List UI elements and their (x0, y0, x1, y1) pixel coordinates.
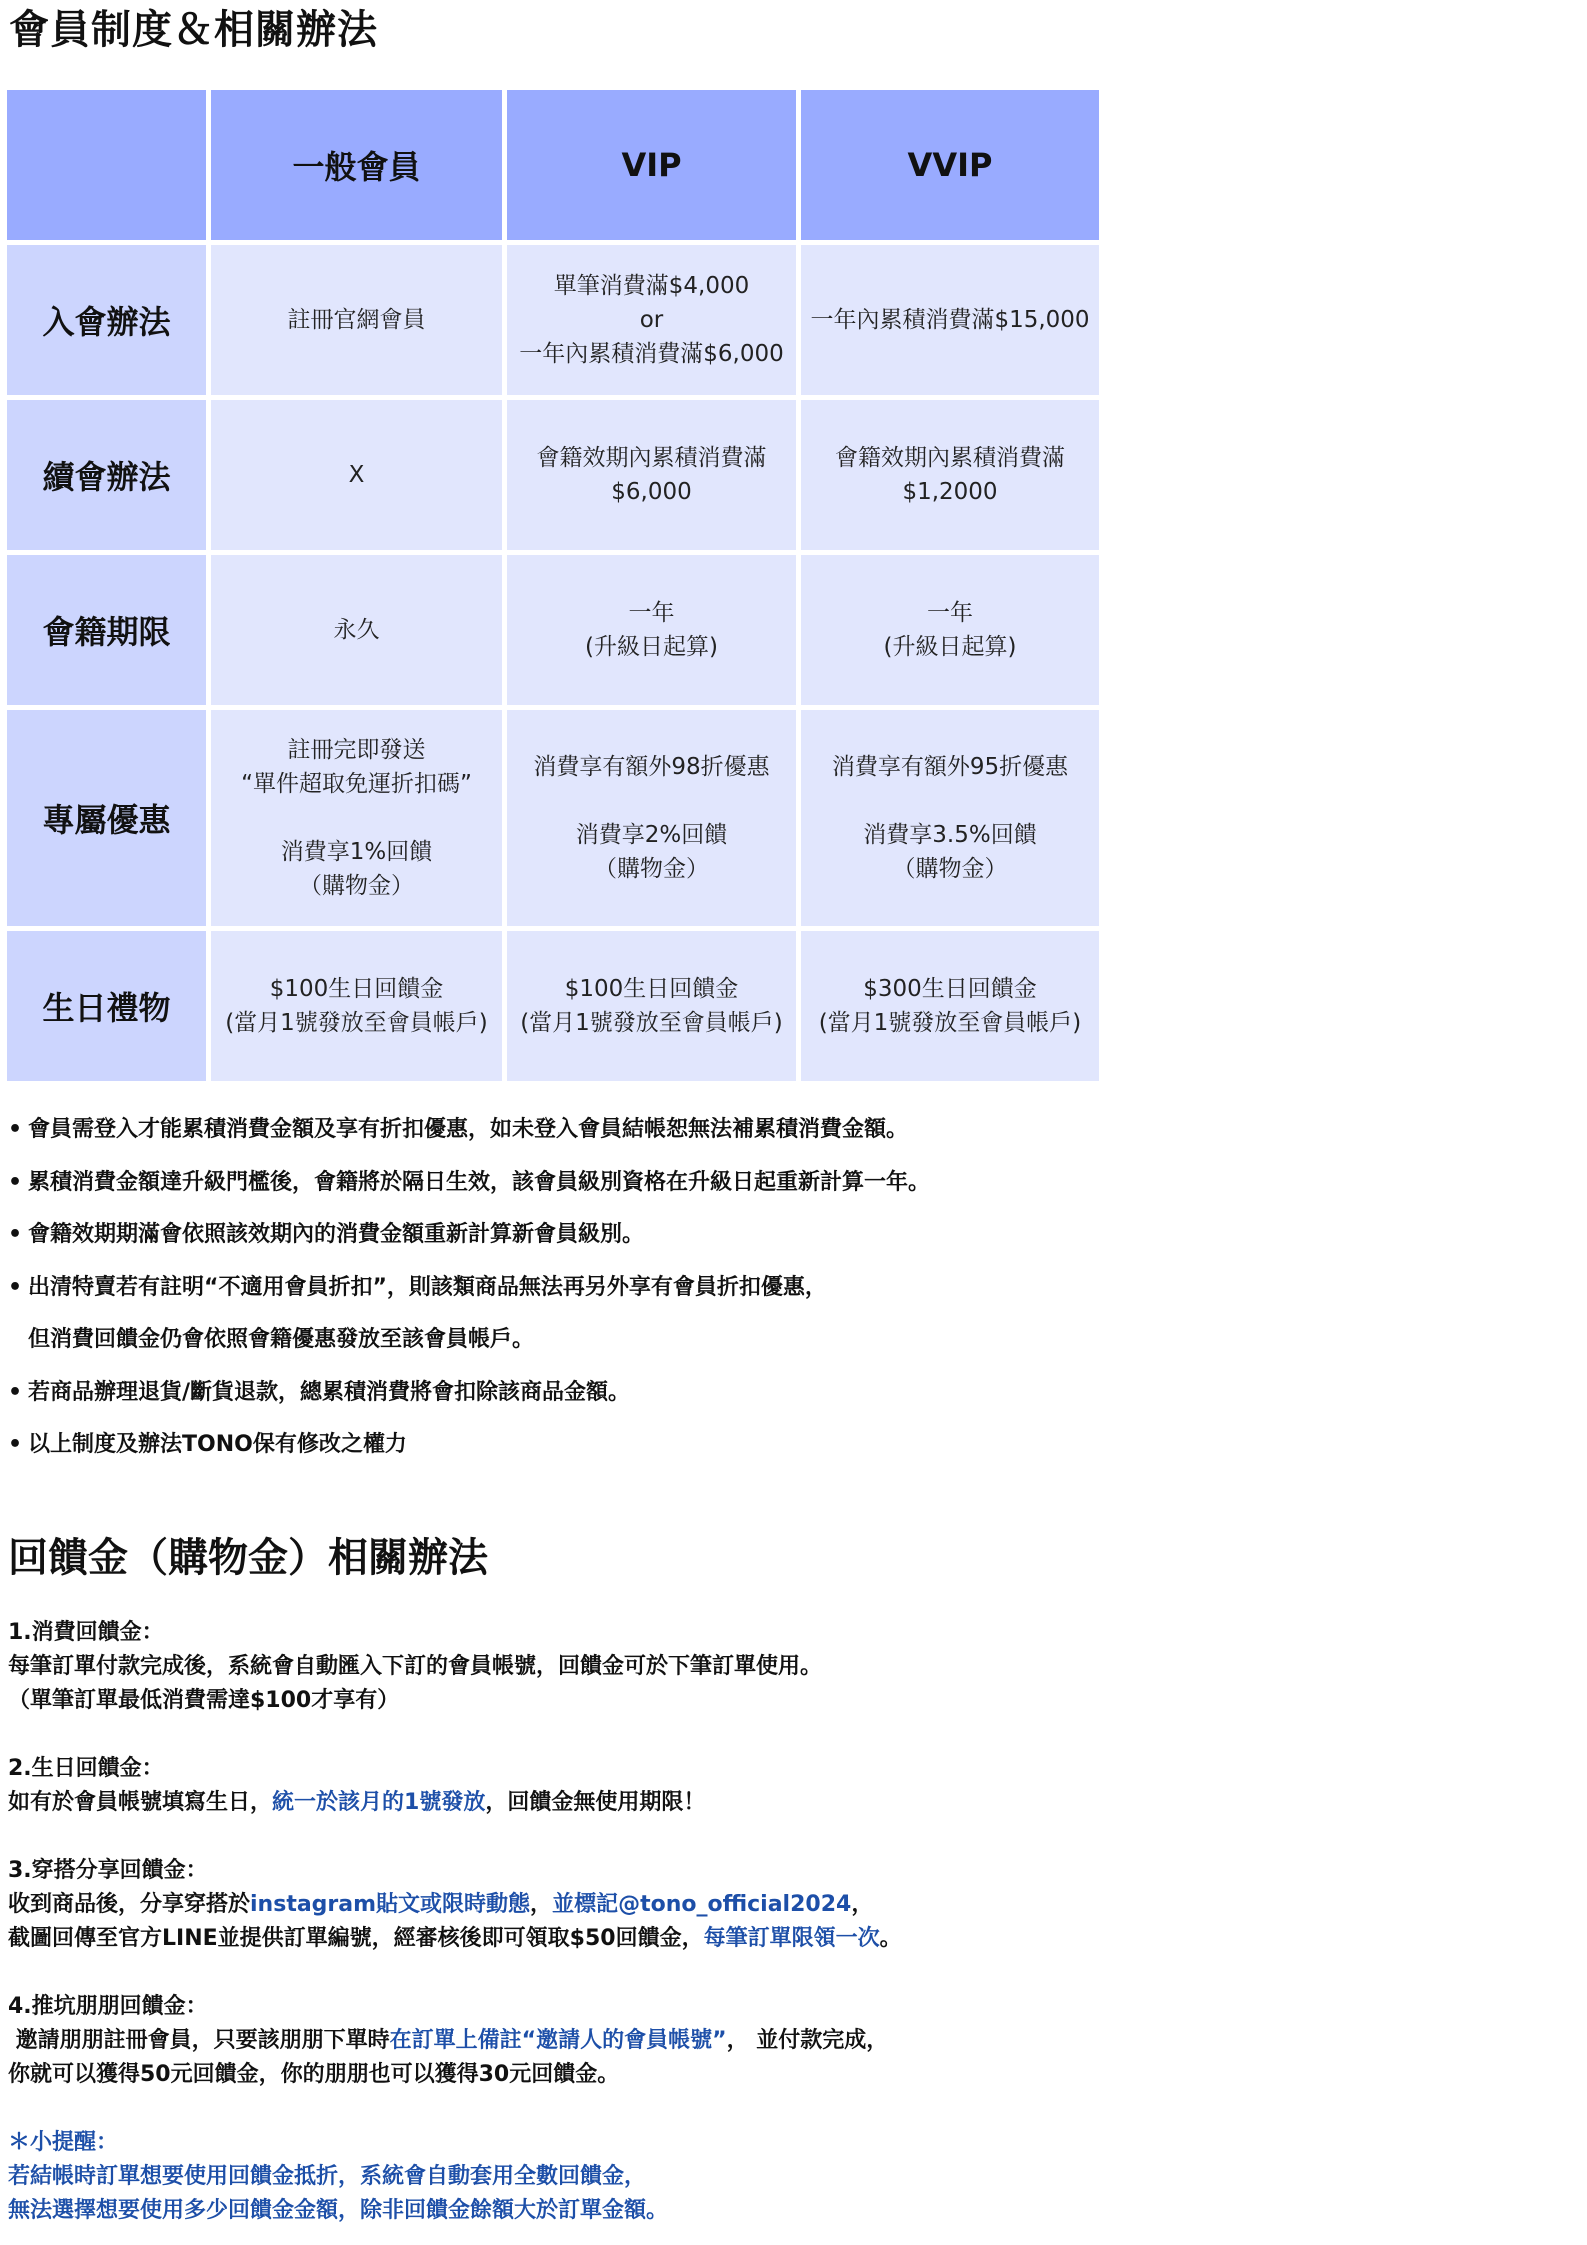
list-item (8, 1419, 1108, 1472)
cell-line: $6,000 (611, 479, 692, 505)
cell-line: (當月1號發放至會員帳戶) (225, 1010, 488, 1036)
cell-line: $1,2000 (902, 479, 998, 505)
cell-vip-birthday (507, 931, 796, 1081)
rule-outfit-share (8, 1854, 1308, 1956)
list-item (8, 1104, 1108, 1157)
membership-notes-list (8, 1104, 1108, 1472)
cell-line: (當月1號發放至會員帳戶) (818, 1010, 1082, 1036)
cell-general-join (211, 245, 502, 395)
cell-spacer (801, 784, 1099, 818)
cell-spacer (211, 801, 502, 835)
cell-vvip-birthday (801, 931, 1099, 1081)
header-corner-cell (7, 90, 206, 240)
bullet-icon: • (8, 1117, 23, 1142)
cell-line: （購物金） (892, 856, 1008, 882)
cell-line: （購物金） (594, 856, 709, 882)
cell-line: 會籍效期內累積消費滿 (536, 445, 767, 471)
cell-general-perks (211, 710, 502, 926)
row-label: 入會辦法 (7, 245, 206, 395)
text-segment: 邀請朋朋註冊會員，只要該朋朋下單時 (8, 2028, 390, 2053)
reminder-heading: ＊小提醒： (8, 2130, 119, 2155)
highlight-text: 統一於該月的1號發放 (272, 1790, 486, 1815)
cell-line: 消費享有額外98折優惠 (533, 754, 770, 780)
cell-line: “單件超取免運折扣碼” (241, 771, 472, 797)
list-item (8, 1157, 1108, 1210)
note-text: 出清特賣若有註明“不適用會員折扣”，則該類商品無法再另外享有會員折扣優惠， (28, 1274, 827, 1300)
note-text: 會員需登入才能累積消費金額及享有折扣優惠，如未登入會員結帳恕無法補累積消費金額。 (28, 1117, 909, 1142)
table-row-validity (7, 555, 1099, 705)
highlight-text: 並標記@tono_official2024 (552, 1892, 852, 1917)
highlight-text: 每筆訂單限領一次 (703, 1926, 880, 1951)
cell-line: 會籍效期內累積消費滿 (835, 445, 1065, 471)
row-label: 生日禮物 (7, 931, 206, 1081)
cell-line: 消費享有額外95折優惠 (831, 754, 1069, 780)
membership-tier-table (2, 85, 1104, 1086)
bullet-icon: • (8, 1379, 23, 1405)
text-segment: 。 (879, 1926, 902, 1951)
cell-vip-validity (507, 555, 796, 705)
note-text: 若商品辦理退貨/斷貨退款，總累積消費將會扣除該商品金額。 (28, 1379, 631, 1405)
list-item (8, 1367, 1108, 1420)
cell-line: (升級日起算) (585, 634, 718, 660)
list-item (8, 1262, 1108, 1315)
reminder-text: 若結帳時訂單想要使用回饋金抵折，系統會自動套用全數回饋金， (8, 2164, 647, 2189)
text-segment: 如有於會員帳號填寫生日， (8, 1790, 273, 1815)
list-item-continuation: 但消費回饋金仍會依照會籍優惠發放至該會員帳戶。 (28, 1327, 535, 1352)
text-segment: ， 並付款完成， (726, 2028, 889, 2053)
rule-birthday (8, 1752, 1308, 1820)
bullet-icon: • (8, 1169, 23, 1195)
cell-line: 單筆消費滿$4,000 (553, 273, 750, 299)
rule-text: （單筆訂單最低消費需達$100才享有） (8, 1688, 400, 1713)
cell-general-birthday (211, 931, 502, 1081)
page-title: 會員制度＆相關辦法 (9, 7, 378, 53)
note-text: 以上制度及辦法TONO保有修改之權力 (28, 1432, 407, 1457)
row-label: 續會辦法 (7, 400, 206, 550)
rule-text (8, 1786, 1308, 1820)
cell-line: X (348, 462, 365, 488)
text-segment: ，回饋金無使用期限！ (485, 1790, 706, 1815)
rewards-rules (8, 1616, 1308, 2228)
rule-consumption (8, 1616, 1308, 1718)
header-vvip: VVIP (801, 90, 1099, 240)
text-segment: 截圖回傳至官方LINE並提供訂單編號，經審核後即可領取$50回饋金， (8, 1926, 704, 1951)
cell-line: 一年內累積消費滿$15,000 (810, 307, 1090, 333)
bullet-icon: • (8, 1432, 23, 1457)
cell-vvip-renewal (801, 400, 1099, 550)
cell-line: 一年 (628, 600, 675, 626)
cell-line: （購物金） (299, 873, 414, 899)
cell-line: 註冊完即發送 (287, 737, 426, 763)
rule-heading: 2.生日回饋金： (8, 1756, 164, 1781)
rule-text (8, 2024, 1308, 2058)
cell-line: 永久 (333, 617, 380, 643)
cell-vvip-perks (801, 710, 1099, 926)
reminder-block (8, 2126, 1308, 2228)
cell-line: 消費享3.5%回饋 (863, 822, 1037, 848)
cell-line: 一年內累積消費滿$6,000 (519, 341, 784, 367)
text-segment: ， (851, 1892, 874, 1917)
cell-vvip-validity (801, 555, 1099, 705)
rule-heading: 1.消費回饋金： (8, 1620, 164, 1645)
cell-line: or (639, 307, 664, 333)
note-text: 會籍效期期滿會依照該效期內的消費金額重新計算新會員級別。 (28, 1222, 645, 1247)
text-segment: ， (530, 1892, 553, 1917)
cell-line: 消費享1%回饋 (280, 839, 433, 865)
bullet-icon: • (8, 1274, 23, 1300)
row-label: 會籍期限 (7, 555, 206, 705)
rule-text: 每筆訂單付款完成後，系統會自動匯入下訂的會員帳號，回饋金可於下筆訂單使用。 (8, 1654, 823, 1679)
table-row-perks (7, 710, 1099, 926)
cell-vip-perks (507, 710, 796, 926)
cell-line: (升級日起算) (883, 634, 1017, 660)
cell-vip-join (507, 245, 796, 395)
cell-general-validity (211, 555, 502, 705)
cell-spacer (507, 784, 796, 818)
note-text: 累積消費金額達升級門檻後，會籍將於隔日生效，該會員級別資格在升級日起重新計算一年。 (28, 1169, 931, 1195)
cell-line: (當月1號發放至會員帳戶) (520, 1010, 783, 1036)
bullet-icon: • (8, 1222, 23, 1247)
cell-line: 一年 (927, 600, 973, 626)
cell-vvip-join (801, 245, 1099, 395)
rule-referral (8, 1990, 1308, 2092)
cell-line: $300生日回饋金 (863, 976, 1037, 1002)
rule-heading: 3.穿搭分享回饋金： (8, 1858, 208, 1883)
highlight-text: 在訂單上備註“邀請人的會員帳號” (389, 2028, 727, 2053)
text-segment: 收到商品後，分享穿搭於 (8, 1892, 251, 1917)
table-header-row (7, 90, 1099, 240)
cell-line: $100生日回饋金 (564, 976, 739, 1002)
table-row-renewal (7, 400, 1099, 550)
list-item (8, 1209, 1108, 1262)
header-vip: VIP (507, 90, 796, 240)
cell-line: 消費享2%回饋 (575, 822, 728, 848)
cell-line: 註冊官網會員 (287, 307, 426, 333)
cell-general-renewal (211, 400, 502, 550)
table-row-birthday (7, 931, 1099, 1081)
rule-text: 你就可以獲得50元回饋金，你的朋朋也可以獲得30元回饋金。 (8, 2062, 620, 2087)
rewards-section-title: 回饋金（購物金）相關辦法 (8, 1535, 488, 1581)
cell-vip-renewal (507, 400, 796, 550)
table-row-join (7, 245, 1099, 395)
cell-line: $100生日回饋金 (269, 976, 444, 1002)
rule-text (8, 1888, 1308, 1922)
reminder-text: 無法選擇想要使用多少回饋金金額，除非回饋金餘額大於訂單金額。 (8, 2198, 669, 2223)
highlight-text: instagram貼文或限時動態 (250, 1892, 531, 1917)
rule-heading: 4.推坑朋朋回饋金： (8, 1994, 208, 2019)
rule-text (8, 1922, 1308, 1956)
header-general-member: 一般會員 (211, 90, 502, 240)
row-label: 專屬優惠 (7, 710, 206, 926)
